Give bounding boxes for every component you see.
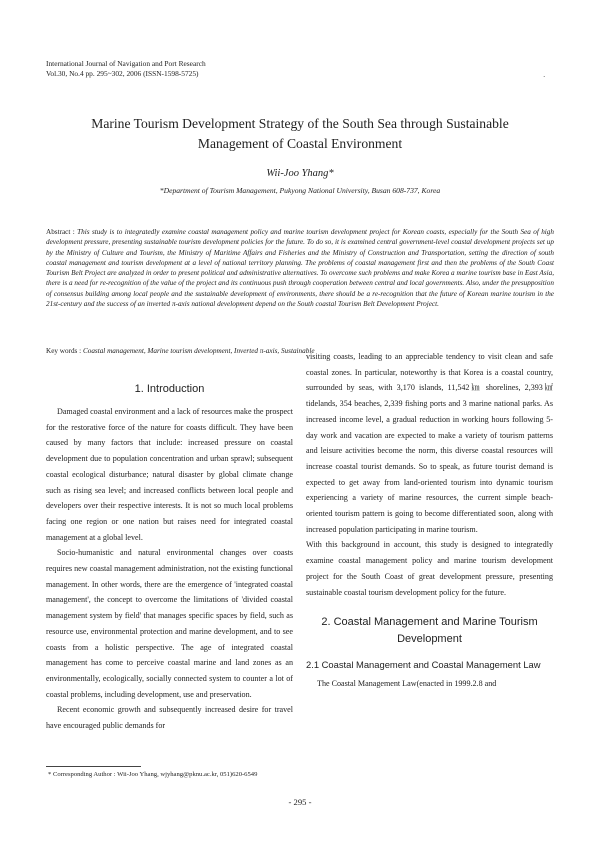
corner-mark: · (543, 73, 546, 81)
keywords-text: Coastal management, Marine tourism development, Inverted π-axis, Sustainable (82, 347, 315, 355)
author: Wii-Joo Yhang* (266, 168, 334, 179)
paragraph: Damaged coastal environment and a lack of resources make the prospect for the restorative force of the nature for coasts difficult. They have been caused by many factors that include: increased pressure on coastal development due to population concentration and urban sprawl; subsequent coastal ecological disturbance; natural disaster by global climate change such as rising sea level; and increased conflicts between local people and developers over their respective interests. It is not so much local problems facing one region or one nation but raises need for integrated coastal management at a global level. (46, 407, 293, 542)
abstract-label: Abstract : (46, 228, 78, 236)
journal-volume: Vol.30, No.4 pp. 295~302, 2006 (ISSN-1598-5725) (46, 69, 199, 78)
subsection-heading: 2.1 Coastal Management and Coastal Management Law (306, 659, 541, 671)
section-heading-coastal-management: 2. Coastal Management and Marine Tourism Development (321, 616, 538, 646)
keywords (46, 347, 315, 355)
affiliation: *Department of Tourism Management, Pukyong National University, Busan 608-737, Korea (159, 186, 441, 195)
paragraph: visiting coasts, leading to an appreciable tendency to visit clean and safe coastal zones. In particular, noteworthy is that Korea is a coastal country, surrounded by seas, with 3,170 islands, 11,542㎞ shorelines, 2,393㎢ tidelands, 354 beaches, 2,339 fishing ports and 3 marine national parks. As increased income level, a gradual reduction in working hours following 5-day work and vacation are expected to make a variety of tourism patterns and leisure activities become the norm, this diverse coastal resources will increase coastal tourist demands. So to speak, as future tourist demand is expected to get away from land-oriented tourism into dynamic tourism experiencing a variety of marine resources, the current simple beach-oriented tourism pattern is going to become differentiated soon, along with increased population participating in marine tourism. (306, 352, 553, 534)
abstract-text: This study is to integratedly examine coastal management policy and marine tourism development project for Korean coasts, especially for the South Sea of high development pressure, presenting sustainable tourism development policies for the future. To do so, it is examined central government-level coastal development projects set up by the Ministry of Culture and Tourism, the Ministry of Maritime Affairs and Fisheries and the Ministry of Construction and Transportation, setting the direction of south coastal management and tourism development at a level of national territory planning. The problems of coastal management first and then the problems of the South Coast Tourism Belt Project are analyzed in order to present political and administrative alternatives. To overcome such problems and make Korea a marine tourism base in East Asia, there is a need for re-recognition of the value of the project and its continuous push through cooperation between central and local governments. Also, under the presupposition of consensus building among local people and the sustainable development of environments, there should be a re-recognition that the future of Korean marine tourism in the 21st-century and the success of an inverted π-axis national development depend on the South coastal Tourism Belt Development Project. (46, 228, 554, 309)
paragraph: Socio-humanistic and natural environmental changes over coasts requires new coastal management administration, not the existing functional management. In other words, there are the emergence of 'integrated coastal management', the concept to overcome the limitations of 'divided coastal management system by field' that manages specific spaces by field, such as resource use, environmental protection and marine development, and to see coasts from a holistic perspective. The age of integrated coastal management has come to perceive coastal marine and land zones as an environmentally, ecologically, socially connected system to counter a lot of coastal problems, including development, use and preservation. (46, 548, 294, 699)
abstract (46, 227, 554, 309)
title-line-1: Marine Tourism Development Strategy of the South Sea through Sustainable (91, 116, 509, 131)
footnote-divider (46, 766, 141, 767)
paragraph: Recent economic growth and subsequently increased desire for travel have encouraged public demands for (46, 705, 293, 731)
paragraph: The Coastal Management Law(enacted in 1999.2.8 and (317, 679, 497, 689)
title-line-2: Management of Coastal Environment (197, 136, 403, 151)
journal-header (46, 59, 206, 79)
keywords-label: Key words : (46, 347, 83, 355)
section-heading-introduction: 1. Introduction (134, 383, 205, 395)
right-column (306, 349, 553, 692)
paragraph: With this background in account, this study is designed to integratedly examine coastal management policy and marine tourism development project for the South Coast of great development pressure, presenting sustainable coastal tourism development policy for the future. (306, 540, 553, 597)
left-column (46, 381, 293, 734)
page-number: - 295 - (288, 797, 312, 807)
journal-name: International Journal of Navigation and Port Research (46, 59, 206, 68)
footnote: * Corresponding Author : Wii-Joo Yhang, wjyhang@pknu.ac.kr, 051)620-6549 (48, 771, 258, 778)
paper-title (40, 114, 560, 154)
